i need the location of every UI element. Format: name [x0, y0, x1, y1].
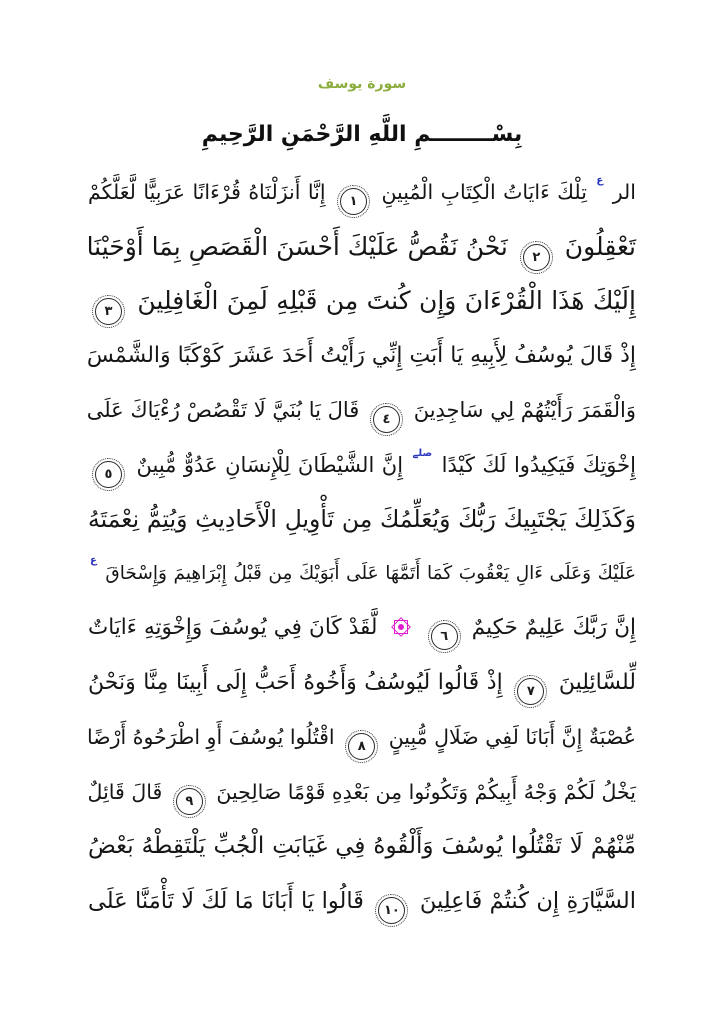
verse-text: إِلَيْكَ هَذَا الْقُرْءَانَ وَإِن كُنتَ مِن قَبْلِهِ لَمِنَ الْغَافِلِينَ [137, 286, 636, 315]
verse-text: إِذْ قَالُوا لَيُوسُفُ وَأَخُوهُ أَحَبُّ إِلَى أَبِينَا مِنَّا وَنَحْنُ [88, 669, 503, 695]
verse-line [88, 765, 636, 820]
ayah-end-marker [517, 678, 544, 705]
ayah-number: ١٠ [383, 902, 400, 918]
ayah-number: ٨ [357, 739, 366, 754]
ayah-end-marker [373, 406, 400, 433]
verse-text: عُصْبَةٌ إِنَّ أَبَانَا لَفِي ضَلَالٍ مُّبِينٍ [388, 725, 636, 749]
verse-text: وَكَذَلِكَ يَجْتَبِيكَ رَبُّكَ وَيُعَلِّمُكَ مِن تَأْوِيلِ الْأَحَادِيثِ وَيُتِمُّ نِعْمَتَهُ [88, 505, 636, 533]
bismillah: بِسْــــــــمِ اللَّهِ الرَّحْمَنِ الرَّحِيمِ [201, 122, 523, 147]
verse-line [88, 819, 636, 874]
verse-line [88, 438, 636, 493]
verse-line [88, 547, 636, 602]
ayah-number: ٣ [104, 304, 113, 319]
verse-line [88, 383, 636, 438]
ayah-number: ٦ [440, 629, 449, 644]
verse-line [88, 492, 636, 547]
verse-text: الر [612, 180, 636, 204]
waqf-mark: ع [90, 554, 97, 566]
verse-text: وَالْقَمَرَ رَأَيْتُهُمْ لِي سَاجِدِينَ [413, 398, 636, 422]
verse-text: عَلَيْكَ وَعَلَى ءَالِ يَعْقُوبَ كَمَا أَتَمَّهَا عَلَى أَبَوَيْكَ مِن قَبْلُ إِبْرَاهِيمَ وَإِسْحَاقَ [105, 562, 636, 584]
verse-text: لِّلسَّائِلِينَ [558, 669, 636, 695]
ayah-end-marker [340, 188, 367, 215]
verse-text: تِلْكَ ءَايَاتُ الْكِتَابِ الْمُبِينِ [381, 180, 587, 204]
verse-line [88, 165, 636, 220]
waqf-mark: ع [596, 175, 604, 186]
verse-line [88, 874, 636, 929]
verse-line [88, 656, 636, 711]
verse-line [88, 601, 636, 656]
verse-text: قَالَ يَا بُنَيَّ لَا تَقْصُصْ رُءْيَاكَ عَلَى [86, 398, 360, 422]
verse-text: يَخْلُ لَكُمْ وَجْهُ أَبِيكُمْ وَتَكُونُوا مِن بَعْدِهِ قَوْمًا صَالِحِينَ [216, 779, 636, 804]
verse-text: السَّيَّارَةِ إِن كُنتُمْ فَاعِلِينَ [419, 887, 637, 914]
rub-el-hizb-dot [398, 624, 404, 630]
verse-text: إِنَّا أَنزَلْنَاهُ قُرْءَانًا عَرَبِيًّا لَّعَلَّكُمْ [88, 180, 326, 204]
verse-text: إِنَّ رَبَّكَ عَلِيمٌ حَكِيمٌ [471, 615, 637, 640]
verse-text: اقْتُلُوا يُوسُفَ أَوِ اطْرَحُوهُ أَرْضًا [86, 725, 335, 749]
verse-line [88, 710, 636, 765]
verse-text: تَعْقِلُونَ [564, 231, 636, 261]
ayah-end-marker [95, 298, 122, 325]
verse-text: لَّقَدْ كَانَ فِي يُوسُفَ وَإِخْوَتِهِ ءَايَاتٌ [88, 615, 378, 640]
ayah-number: ١ [349, 194, 358, 209]
ayah-number: ٢ [532, 249, 541, 265]
verse-line [88, 274, 636, 329]
verse-text: قَالُوا يَا أَبَانَا مَا لَكَ لَا تَأْمَنَّا عَلَى [88, 887, 364, 914]
verse-text: إِذْ قَالَ يُوسُفُ لِأَبِيهِ يَا أَبَتِ إِنِّي رَأَيْتُ أَحَدَ عَشَرَ كَوْكَبًا وَالشَّمْسَ [86, 342, 636, 368]
verse-line [88, 329, 636, 384]
ayah-end-marker [176, 788, 203, 815]
ayah-number: ٤ [382, 412, 391, 427]
verse-text: إِخْوَتِكَ فَيَكِيدُوا لَكَ كَيْدًا [441, 452, 636, 477]
ayah-end-marker [95, 461, 122, 488]
ayah-end-marker [348, 733, 375, 760]
verse-lines [88, 165, 636, 928]
ayah-number: ٩ [185, 793, 194, 809]
verse-text: مِّنْهُمْ لَا تَقْتُلُوا يُوسُفَ وَأَلْقُوهُ فِي غَيَابَتِ الْجُبِّ يَلْتَقِطْهُ بَعْضُ [88, 833, 636, 859]
ayah-number: ٥ [104, 466, 113, 482]
verse-text: قَالَ قَائِلٌ [87, 779, 163, 804]
ayah-end-marker [431, 623, 458, 650]
waqf-mark: صلے [412, 447, 433, 459]
ayah-number: ٧ [526, 683, 535, 699]
ayah-end-marker [378, 897, 405, 924]
ayah-end-marker [523, 244, 550, 271]
rub-el-hizb-icon [391, 617, 411, 637]
verse-text: إِنَّ الشَّيْطَانَ لِلْإِنسَانِ عَدُوٌّ مُّبِينٌ [136, 452, 404, 477]
verse-line [88, 220, 636, 275]
verse-text: نَحْنُ نَقُصُّ عَلَيْكَ أَحْسَنَ الْقَصَصِ بِمَا أَوْحَيْنَا [86, 231, 508, 261]
surah-title: سورة يوسف [317, 76, 407, 92]
